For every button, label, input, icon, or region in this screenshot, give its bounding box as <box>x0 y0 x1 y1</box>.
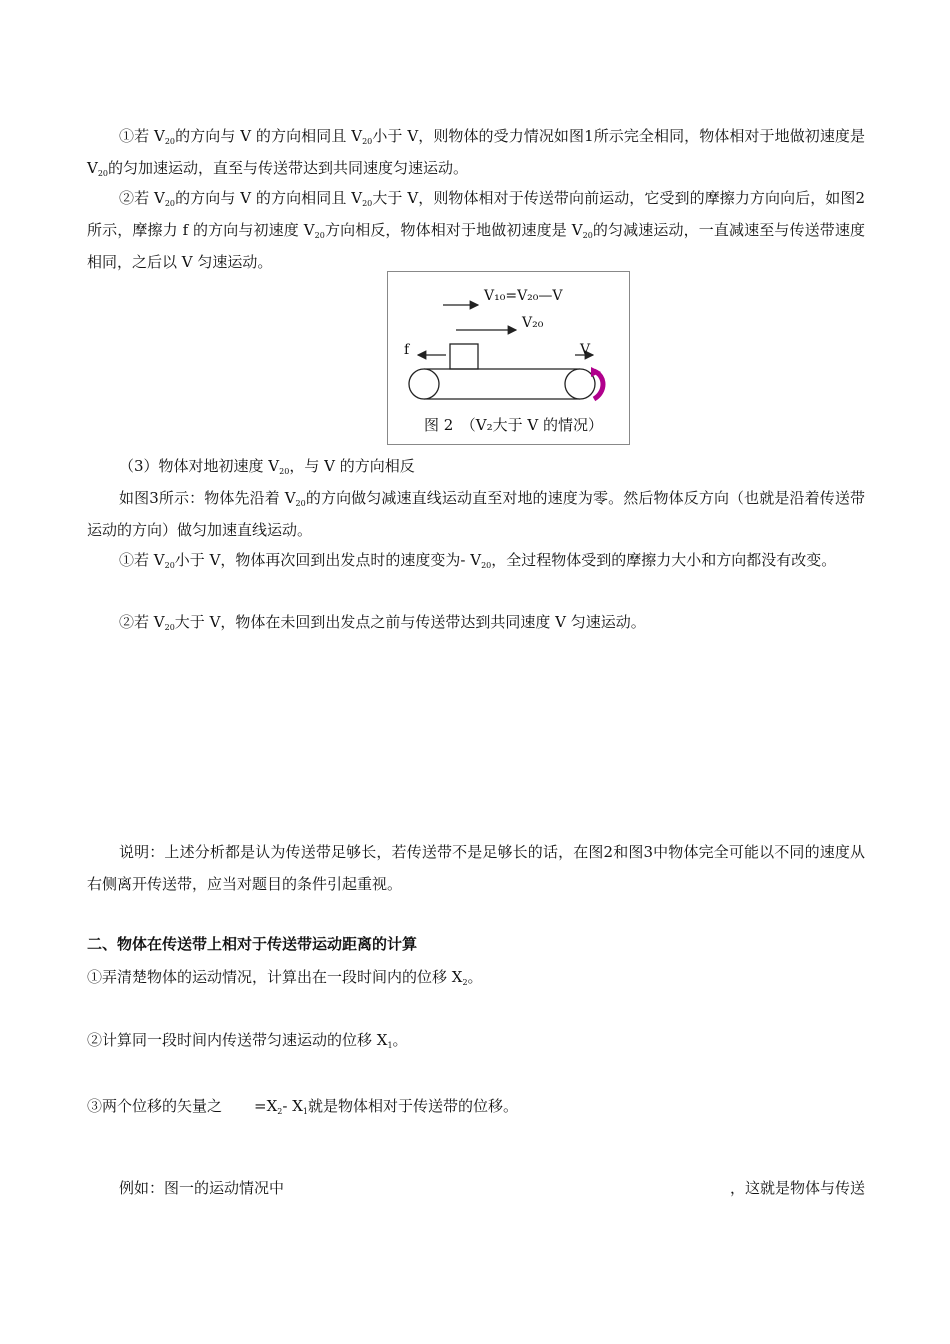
example-left: 例如：图一的运动情况中 <box>119 1179 285 1197</box>
belt-velocity-label: V <box>580 342 591 358</box>
figure-caption: 图 2 （V₂大于 V 的情况） <box>424 416 604 434</box>
v10-label: V₁₀=V₂₀—V <box>484 288 563 304</box>
paragraph-fig3: 如图3所示：物体先沿着 $V_{20}$的方向做匀减速直线运动直至对地的速度为零。然后物体反方向（也就是沿着传送带运动的方向）做匀加速直线运动。 <box>87 489 865 539</box>
step-2: ②计算同一段时间内传送带匀速运动的位移 $X_1$。 <box>87 1031 408 1050</box>
paragraph-case1: ①若 $V_{20}$的方向与 V 的方向相同且 $V_{20}$小于 V，则物体的受力情况如图1所示完全相同，物体相对于地做初速度是 $V_{20}$的匀加速运动，直至与传送带达到共同速度匀速运动。 <box>87 127 865 178</box>
v20-label: V₂₀ <box>522 315 544 331</box>
paragraph-note: 说明：上述分析都是认为传送带足够长，若传送带不是足够长的话，在图2和图3中物体完全可能以不同的速度从右侧离开传送带，应当对题目的条件引起重视。 <box>87 843 865 893</box>
paragraph-case3-2: ②若 $V_{20}$大于 V，物体在未回到出发点之前与传送带达到共同速度 V 匀速运动。 <box>119 613 646 632</box>
left-pulley <box>409 369 439 399</box>
step-1: ①弄清楚物体的运动情况，计算出在一段时间内的位移 $X_2$。 <box>87 968 483 987</box>
block <box>450 344 478 369</box>
step-3: ③两个位移的矢量之 $=X_2-$ $X_1$就是物体相对于传送带的位移。 <box>87 1097 518 1116</box>
paragraph-case3-1: ①若 $V_{20}$小于 V，物体再次回到出发点时的速度变为- $V_{20}$，全过程物体受到的摩擦力大小和方向都没有改变。 <box>119 551 837 570</box>
paragraph-case3: （3）物体对地初速度 $V_{20}$，与 V 的方向相反 <box>119 457 415 476</box>
paragraph-case2: ②若 $V_{20}$的方向与 V 的方向相同且 $V_{20}$大于 V，则物体相对于传送带向前运动，它受到的摩擦力方向向后，如图2所示，摩擦力 f 的方向与初速度 $V_{20}$方向相反，物体相对于地做初速度是 $V_{20}$的匀减速运动，一直减速至与传送带速度相同，之后以 V 匀速运动。 <box>87 189 865 271</box>
right-pulley <box>565 369 595 399</box>
example-right: ，这就是物体与传送 <box>729 1179 865 1197</box>
friction-label: f <box>404 342 410 358</box>
section-heading: 二、物体在传送带上相对于传送带运动距离的计算 <box>87 935 418 953</box>
conveyor-figure <box>387 271 630 445</box>
